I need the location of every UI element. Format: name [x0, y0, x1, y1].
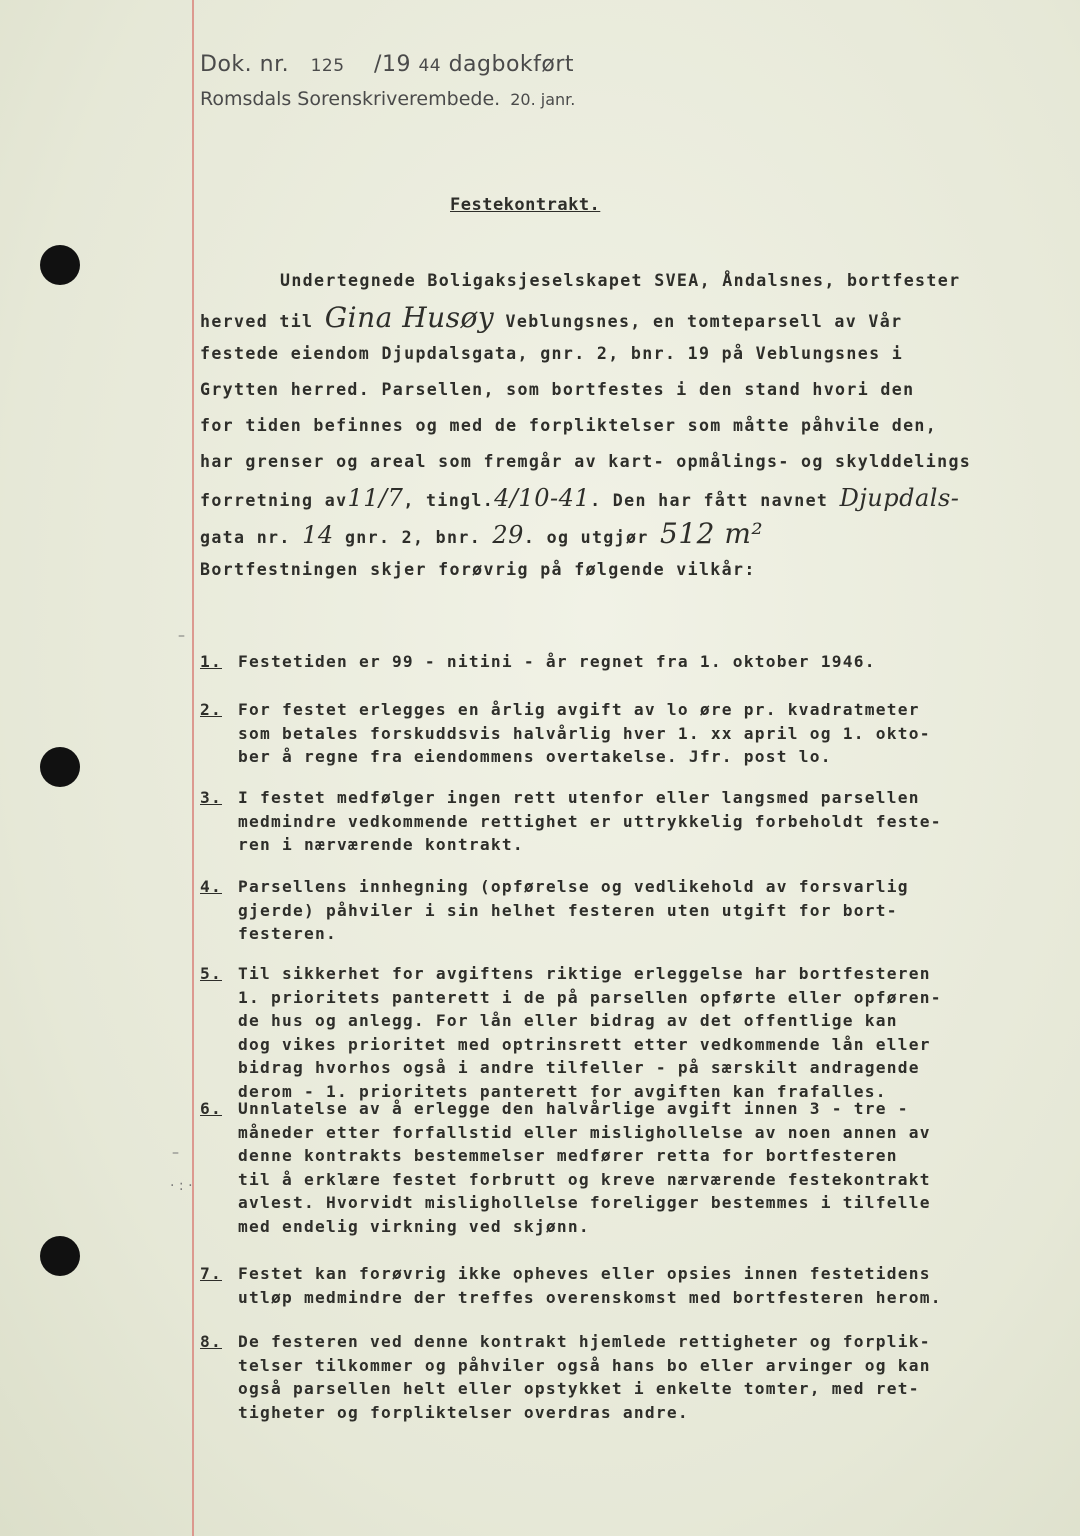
clause-line: [200, 1401, 931, 1425]
intro-text: gnr. 2, bnr.: [333, 528, 493, 547]
clause-text: dog vikes prioritet med optrinsrett etter vedkommende lån eller: [238, 1034, 931, 1054]
margin-rule: [192, 0, 194, 1536]
clause-text: For festet erlegges en årlig avgift av lo øre pr. kvadratmeter: [238, 700, 920, 719]
clause-line: [200, 962, 942, 986]
intro-paragraph: [200, 264, 1040, 587]
punch-hole: [40, 1236, 80, 1276]
clause-text: ren i nærværende kontrakt.: [238, 835, 524, 854]
stamp-year-sep: /19: [374, 52, 411, 77]
intro-text: forretning av: [200, 491, 348, 510]
clause-line: [200, 1330, 931, 1354]
clause-text: festeren.: [238, 924, 337, 943]
clause-number: 6.: [200, 1099, 222, 1118]
handwritten-number: 29: [492, 521, 524, 549]
intro-text: herved til: [200, 312, 325, 331]
clause-text: også parsellen helt eller opstykket i enkelte tomter, med ret-: [238, 1379, 920, 1398]
intro-line: for tiden befinnes og med de forpliktelser som måtte påhvile den,: [200, 416, 938, 435]
clause-text: Festet kan forøvrig ikke opheves eller opsies innen festetidens: [238, 1264, 931, 1283]
handwritten-number: 14: [302, 521, 334, 549]
clause-text: derom - 1. prioritets panterett for avgiften kan frafalles.: [238, 1081, 887, 1101]
clause-line: [200, 1215, 931, 1239]
clause-8: [200, 1330, 931, 1424]
clause-5: [200, 962, 942, 1103]
clause-2: [200, 698, 931, 769]
clause-line: [200, 1144, 931, 1168]
clause-1: [200, 650, 876, 674]
handwritten-area: 512 m²: [660, 517, 764, 550]
clause-line: [200, 810, 942, 834]
clause-line: [200, 650, 876, 674]
clause-4: [200, 875, 909, 946]
handwritten-name: Gina Husøy: [324, 301, 495, 334]
clause-line: [200, 745, 931, 769]
clause-number: 1.: [200, 652, 222, 671]
intro-line: Grytten herred. Parsellen, som bortfestes i den stand hvori den: [200, 380, 915, 399]
intro-text: , tingl.: [403, 491, 495, 510]
clause-line: [200, 698, 931, 722]
intro-line: har grenser og areal som fremgår av kart- opmålings- og skylddelings: [200, 452, 972, 471]
clause-number: 5.: [200, 964, 222, 983]
clause-line: [200, 1191, 931, 1215]
clause-number: 3.: [200, 788, 222, 807]
clause-line: [200, 922, 909, 946]
clause-line: [200, 1377, 931, 1401]
intro-line: festede eiendom Djupdalsgata, gnr. 2, bnr. 19 på Veblungsnes i: [200, 344, 904, 363]
clause-6: [200, 1097, 931, 1238]
intro-line: [200, 517, 1040, 551]
clause-line: [200, 1009, 942, 1033]
clause-text: gjerde) påhviler i sin helhet festeren uten utgift for bort-: [238, 900, 898, 920]
registration-stamp-line-1: [200, 52, 574, 77]
intro-text: Veblungsnes, en tomteparsell av Vår: [494, 312, 903, 331]
clause-line: [200, 1097, 931, 1121]
margin-mark: · : ·: [170, 1178, 193, 1194]
clause-text: denne kontrakts bestemmelser medfører retta for bortfesteren: [238, 1146, 898, 1165]
intro-text: . og utgjør: [523, 528, 661, 547]
clause-text: 1. prioritets panterett i de på parsellen opførte eller opføren-: [238, 987, 942, 1007]
intro-line: Bortfestningen skjer forøvrig på følgende vilkår:: [200, 560, 756, 579]
clause-text: I festet medfølger ingen rett utenfor eller langsmed parsellen: [238, 788, 920, 807]
handwritten-date: 11/7: [347, 484, 404, 512]
clause-text: som betales forskuddsvis halvårlig hver 1. xx april og 1. okto-: [238, 723, 931, 743]
clause-3: [200, 786, 942, 857]
clause-line: [200, 899, 909, 923]
intro-line: [200, 301, 1040, 335]
stamp-status: dagbokført: [448, 52, 575, 77]
clause-number: 2.: [200, 700, 222, 719]
stamp-office: Romsdals Sorenskriverembede.: [200, 88, 501, 110]
handwritten-street: Djupdals-: [839, 484, 960, 512]
clause-text: til å erklære festet forbrutt og kreve nærværende festekontrakt: [238, 1169, 931, 1189]
clause-text: medmindre vedkommende rettighet er uttrykkelig forbeholdt feste-: [238, 811, 942, 831]
clause-text: Unnlatelse av å erlegge den halvårlige avgift innen 3 - tre -: [238, 1099, 909, 1118]
clause-text: bidrag hvorhos også i andre tilfeller - på særskilt andragende: [238, 1058, 920, 1077]
stamp-date: 20. janr.: [510, 90, 576, 109]
clause-text: utløp medmindre der treffes overenskomst med bortfesteren herom.: [238, 1287, 942, 1307]
clause-line: [200, 1168, 931, 1192]
clause-7: [200, 1262, 942, 1309]
registration-stamp-line-2: [200, 88, 575, 110]
punch-hole: [40, 245, 80, 285]
intro-line: Undertegnede Boligaksjeselskapet SVEA, Åndalsnes, bortfester: [280, 271, 961, 290]
clause-line: [200, 1121, 931, 1145]
clause-line: [200, 1033, 942, 1057]
clause-text: Festetiden er 99 - nitini - år regnet fra 1. oktober 1946.: [238, 652, 876, 671]
stamp-prefix: Dok. nr.: [200, 52, 290, 77]
stamp-doc-number: 125: [310, 56, 345, 76]
clause-line: [200, 1056, 942, 1080]
clause-text: tigheter og forpliktelser overdras andre.: [238, 1402, 689, 1422]
clause-text: med endelig virkning ved skjønn.: [238, 1216, 590, 1236]
clause-text: Til sikkerhet for avgiftens riktige erleggelse har bortfesteren: [238, 964, 931, 983]
clause-line: [200, 875, 909, 899]
clause-number: 8.: [200, 1332, 222, 1351]
clause-number: 7.: [200, 1264, 222, 1283]
clause-line: [200, 722, 931, 746]
clause-text: måneder etter forfallstid eller mislighollelse av noen annen av: [238, 1122, 931, 1142]
clause-line: [200, 833, 942, 857]
document-title: Festekontrakt.: [450, 195, 601, 215]
clause-text: ber å regne fra eiendommens overtakelse. Jfr. post lo.: [238, 747, 832, 766]
intro-line: [200, 481, 1040, 515]
clause-line: [200, 786, 942, 810]
intro-text: gata nr.: [200, 528, 303, 547]
punch-hole: [40, 747, 80, 787]
intro-text: . Den har fått navnet: [590, 491, 840, 510]
margin-mark: –: [178, 628, 185, 644]
handwritten-date: 4/10-41: [494, 484, 591, 512]
clause-text: telser tilkommer og påhviler også hans bo eller arvinger og kan: [238, 1355, 931, 1375]
clause-text: de hus og anlegg. For lån eller bidrag av det offentlige kan: [238, 1011, 898, 1030]
clause-text: Parsellens innhegning (opførelse og vedlikehold av forsvarlig: [238, 877, 909, 896]
clause-text: De festeren ved denne kontrakt hjemlede rettigheter og forplik-: [238, 1332, 931, 1351]
clause-line: [200, 1262, 942, 1286]
clause-line: [200, 986, 942, 1010]
clause-text: avlest. Hvorvidt mislighollelse foreligger bestemmes i tilfelle: [238, 1193, 931, 1212]
clause-number: 4.: [200, 877, 222, 896]
clause-line: [200, 1354, 931, 1378]
clause-line: [200, 1286, 942, 1310]
margin-mark: –: [172, 1145, 179, 1161]
stamp-year: 44: [418, 56, 442, 76]
